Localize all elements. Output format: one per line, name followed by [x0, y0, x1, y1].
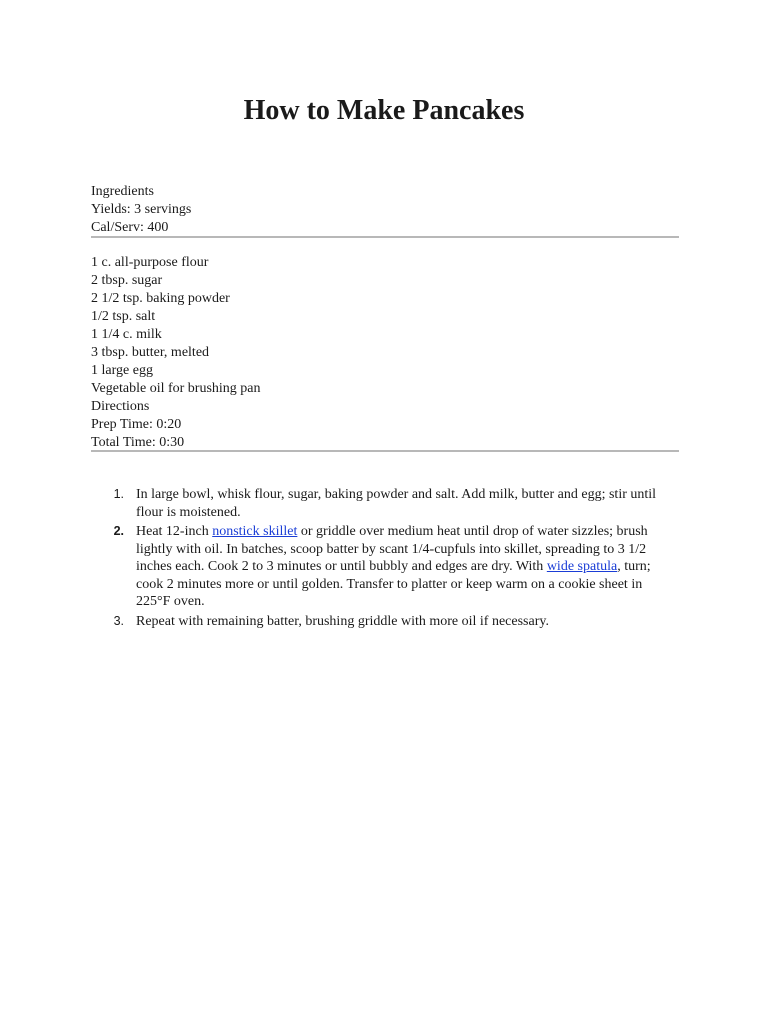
direction-step	[91, 613, 679, 631]
step-text	[136, 523, 679, 611]
step-text: Repeat with remaining batter, brushing griddle with more oil if necessary.	[136, 613, 549, 629]
direction-step	[91, 523, 679, 611]
step-text-segment: or griddle over medium heat until drop of water sizzles; brush lightly with oil. In batches, scoop batter by scant 1/4-cupfuls into skillet, spreading to 3 1/2 inches each. Cook 2 to 3 minutes or until bubbly and edges are dry. With	[136, 524, 648, 574]
calories-text: Cal/Serv: 400	[91, 220, 169, 235]
directions-heading: Directions	[91, 399, 150, 414]
step-number: 1.	[113, 487, 124, 501]
divider	[91, 450, 679, 452]
directions-list	[91, 486, 679, 632]
ingredient-item: 1/2 tsp. salt	[91, 309, 156, 324]
ingredient-item: 2 tbsp. sugar	[91, 273, 163, 288]
page-title: How to Make Pancakes	[243, 95, 525, 126]
step-number: 2.	[113, 524, 124, 538]
total-time-text: Total Time: 0:30	[91, 435, 185, 450]
step-text-segment: , turn; cook 2 minutes more or until golden. Transfer to platter or keep warm on a cookie sheet in 225°F oven.	[136, 559, 651, 609]
wide-spatula-link[interactable]: wide spatula	[546, 559, 618, 574]
ingredients-heading: Ingredients	[91, 184, 154, 199]
step-text-segment: Heat 12-inch	[136, 524, 213, 539]
divider	[91, 236, 679, 238]
nonstick-skillet-link[interactable]: nonstick skillet	[212, 524, 298, 539]
recipe-meta	[91, 183, 679, 237]
step-text: In large bowl, whisk flour, sugar, baking powder and salt. Add milk, butter and egg; stir until flour is moistened.	[136, 487, 657, 520]
ingredient-item: Vegetable oil for brushing pan	[91, 381, 261, 396]
ingredient-item: 1 1/4 c. milk	[91, 327, 162, 342]
step-number: 3.	[113, 613, 124, 628]
ingredient-item: 3 tbsp. butter, melted	[91, 345, 210, 360]
prep-time-text: Prep Time: 0:20	[91, 417, 182, 432]
ingredient-item: 1 c. all-purpose flour	[91, 255, 209, 270]
direction-step	[91, 486, 679, 521]
ingredient-item: 2 1/2 tsp. baking powder	[91, 291, 230, 306]
yields-text: Yields: 3 servings	[91, 202, 192, 217]
ingredient-item: 1 large egg	[91, 363, 153, 378]
ingredients-list	[91, 254, 679, 452]
